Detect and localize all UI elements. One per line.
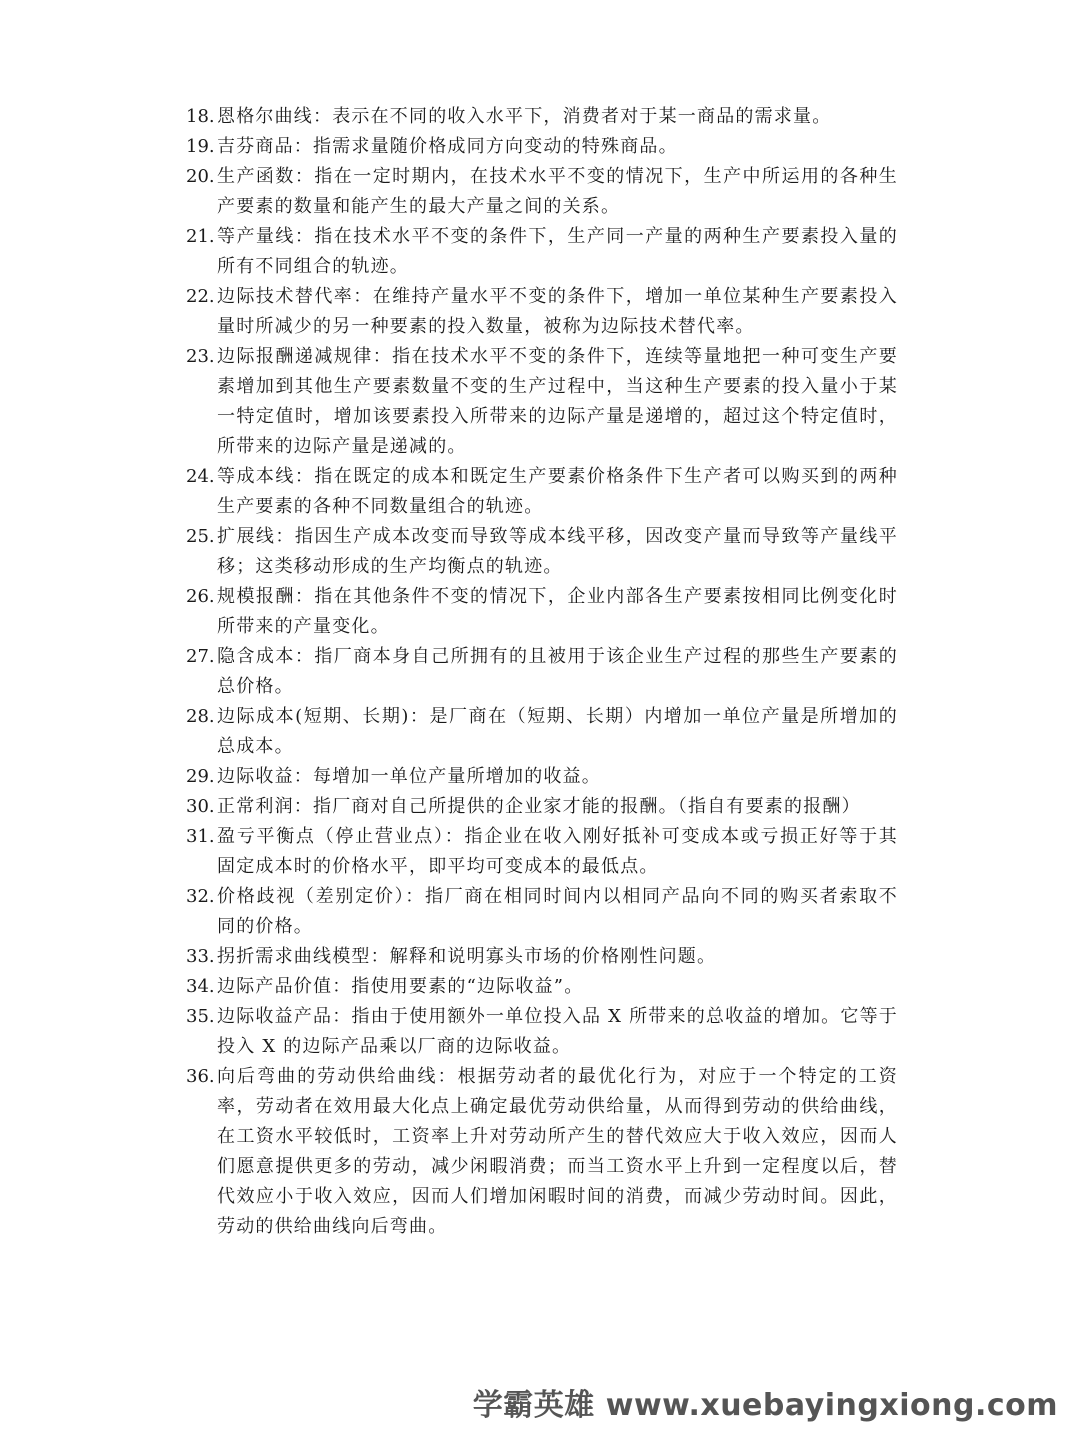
- item-number: 30.: [186, 796, 215, 817]
- item-text: 生产函数：指在一定时期内，在技术水平不变的情况下，生产中所运用的各种生产要素的数量和能产生的最大产量之间的关系。: [217, 166, 898, 217]
- item-number: 25.: [186, 526, 215, 547]
- definition-item: [186, 762, 898, 792]
- item-text: 边际收益：每增加一单位产量所增加的收益。: [217, 766, 601, 787]
- item-number: 28.: [186, 706, 215, 727]
- definition-item: [186, 942, 898, 972]
- definition-item: [186, 1002, 898, 1062]
- definition-item: [186, 582, 898, 642]
- item-text: 边际报酬递减规律：指在技术水平不变的条件下，连续等量地把一种可变生产要素增加到其他生产要素数量不变的生产过程中，当这种生产要素的投入量小于某一特定值时，增加该要素投入所带来的边际产量是递增的，超过这个特定值时，所带来的边际产量是递减的。: [217, 346, 898, 457]
- item-number: 20.: [186, 166, 215, 187]
- item-text: 正常利润：指厂商对自己所提供的企业家才能的报酬。（指自有要素的报酬）: [217, 796, 861, 817]
- item-number: 18.: [186, 106, 215, 127]
- item-number: 22.: [186, 286, 215, 307]
- item-number: 21.: [186, 226, 215, 247]
- item-text: 边际收益产品：指由于使用额外一单位投入品 X 所带来的总收益的增加。它等于投入 X 的边际产品乘以厂商的边际收益。: [217, 1006, 898, 1057]
- item-number: 29.: [186, 766, 215, 787]
- item-text: 等产量线：指在技术水平不变的条件下，生产同一产量的两种生产要素投入量的所有不同组合的轨迹。: [217, 226, 898, 277]
- item-text: 盈亏平衡点（停止营业点）：指企业在收入刚好抵补可变成本或亏损正好等于其固定成本时的价格水平，即平均可变成本的最低点。: [217, 826, 898, 877]
- definition-item: [186, 1062, 898, 1242]
- definition-item: [186, 792, 898, 822]
- item-text: 等成本线：指在既定的成本和既定生产要素价格条件下生产者可以购买到的两种生产要素的各种不同数量组合的轨迹。: [217, 466, 898, 517]
- definition-item: [186, 102, 898, 132]
- item-number: 23.: [186, 346, 215, 367]
- item-number: 26.: [186, 586, 215, 607]
- definition-item: [186, 702, 898, 762]
- item-text: 向后弯曲的劳动供给曲线：根据劳动者的最优化行为，对应于一个特定的工资率，劳动者在效用最大化点上确定最优劳动供给量，从而得到劳动的供给曲线，在工资水平较低时，工资率上升对劳动所产生的替代效应大于收入效应，因而人们愿意提供更多的劳动，减少闲暇消费；而当工资水平上升到一定程度以后，替代效应小于收入效应，因而人们增加闲暇时间的消费，而减少劳动时间。因此，劳动的供给曲线向后弯曲。: [217, 1066, 898, 1237]
- item-text: 边际技术替代率：在维持产量水平不变的条件下，增加一单位某种生产要素投入量时所减少的另一种要素的投入数量，被称为边际技术替代率。: [217, 286, 898, 337]
- definition-item: [186, 642, 898, 702]
- item-text: 拐折需求曲线模型：解释和说明寡头市场的价格刚性问题。: [217, 946, 717, 967]
- item-number: 36.: [186, 1066, 215, 1087]
- definition-item: [186, 822, 898, 882]
- item-text: 恩格尔曲线：表示在不同的收入水平下，消费者对于某一商品的需求量。: [217, 106, 832, 127]
- item-text: 吉芬商品：指需求量随价格成同方向变动的特殊商品。: [217, 136, 678, 157]
- item-number: 31.: [186, 826, 215, 847]
- definition-item: [186, 462, 898, 522]
- item-text: 边际产品价值：指使用要素的“边际收益”。: [217, 976, 584, 997]
- definition-item: [186, 972, 898, 1002]
- item-number: 32.: [186, 886, 215, 907]
- item-number: 19.: [186, 136, 215, 157]
- item-text: 规模报酬：指在其他条件不变的情况下，企业内部各生产要素按相同比例变化时所带来的产量变化。: [217, 586, 898, 637]
- definition-item: [186, 132, 898, 162]
- item-number: 35.: [186, 1006, 215, 1027]
- definition-item: [186, 282, 898, 342]
- item-text: 隐含成本：指厂商本身自己所拥有的且被用于该企业生产过程的那些生产要素的总价格。: [217, 646, 898, 697]
- definition-item: [186, 162, 898, 222]
- item-text: 边际成本(短期、长期)：是厂商在（短期、长期）内增加一单位产量是所增加的总成本。: [217, 706, 898, 757]
- item-number: 24.: [186, 466, 215, 487]
- item-number: 34.: [186, 976, 215, 997]
- definition-item: [186, 342, 898, 462]
- definition-item: [186, 882, 898, 942]
- item-text: 价格歧视（差别定价）：指厂商在相同时间内以相同产品向不同的购买者索取不同的价格。: [217, 886, 898, 937]
- item-text: 扩展线：指因生产成本改变而导致等成本线平移，因改变产量而导致等产量线平移；这类移动形成的生产均衡点的轨迹。: [217, 526, 898, 577]
- definition-item: [186, 522, 898, 582]
- item-number: 33.: [186, 946, 215, 967]
- site-watermark: 学霸英雄 www.xuebayingxiong.com: [472, 1388, 1058, 1423]
- definition-list: [186, 102, 898, 1242]
- item-number: 27.: [186, 646, 215, 667]
- definition-item: [186, 222, 898, 282]
